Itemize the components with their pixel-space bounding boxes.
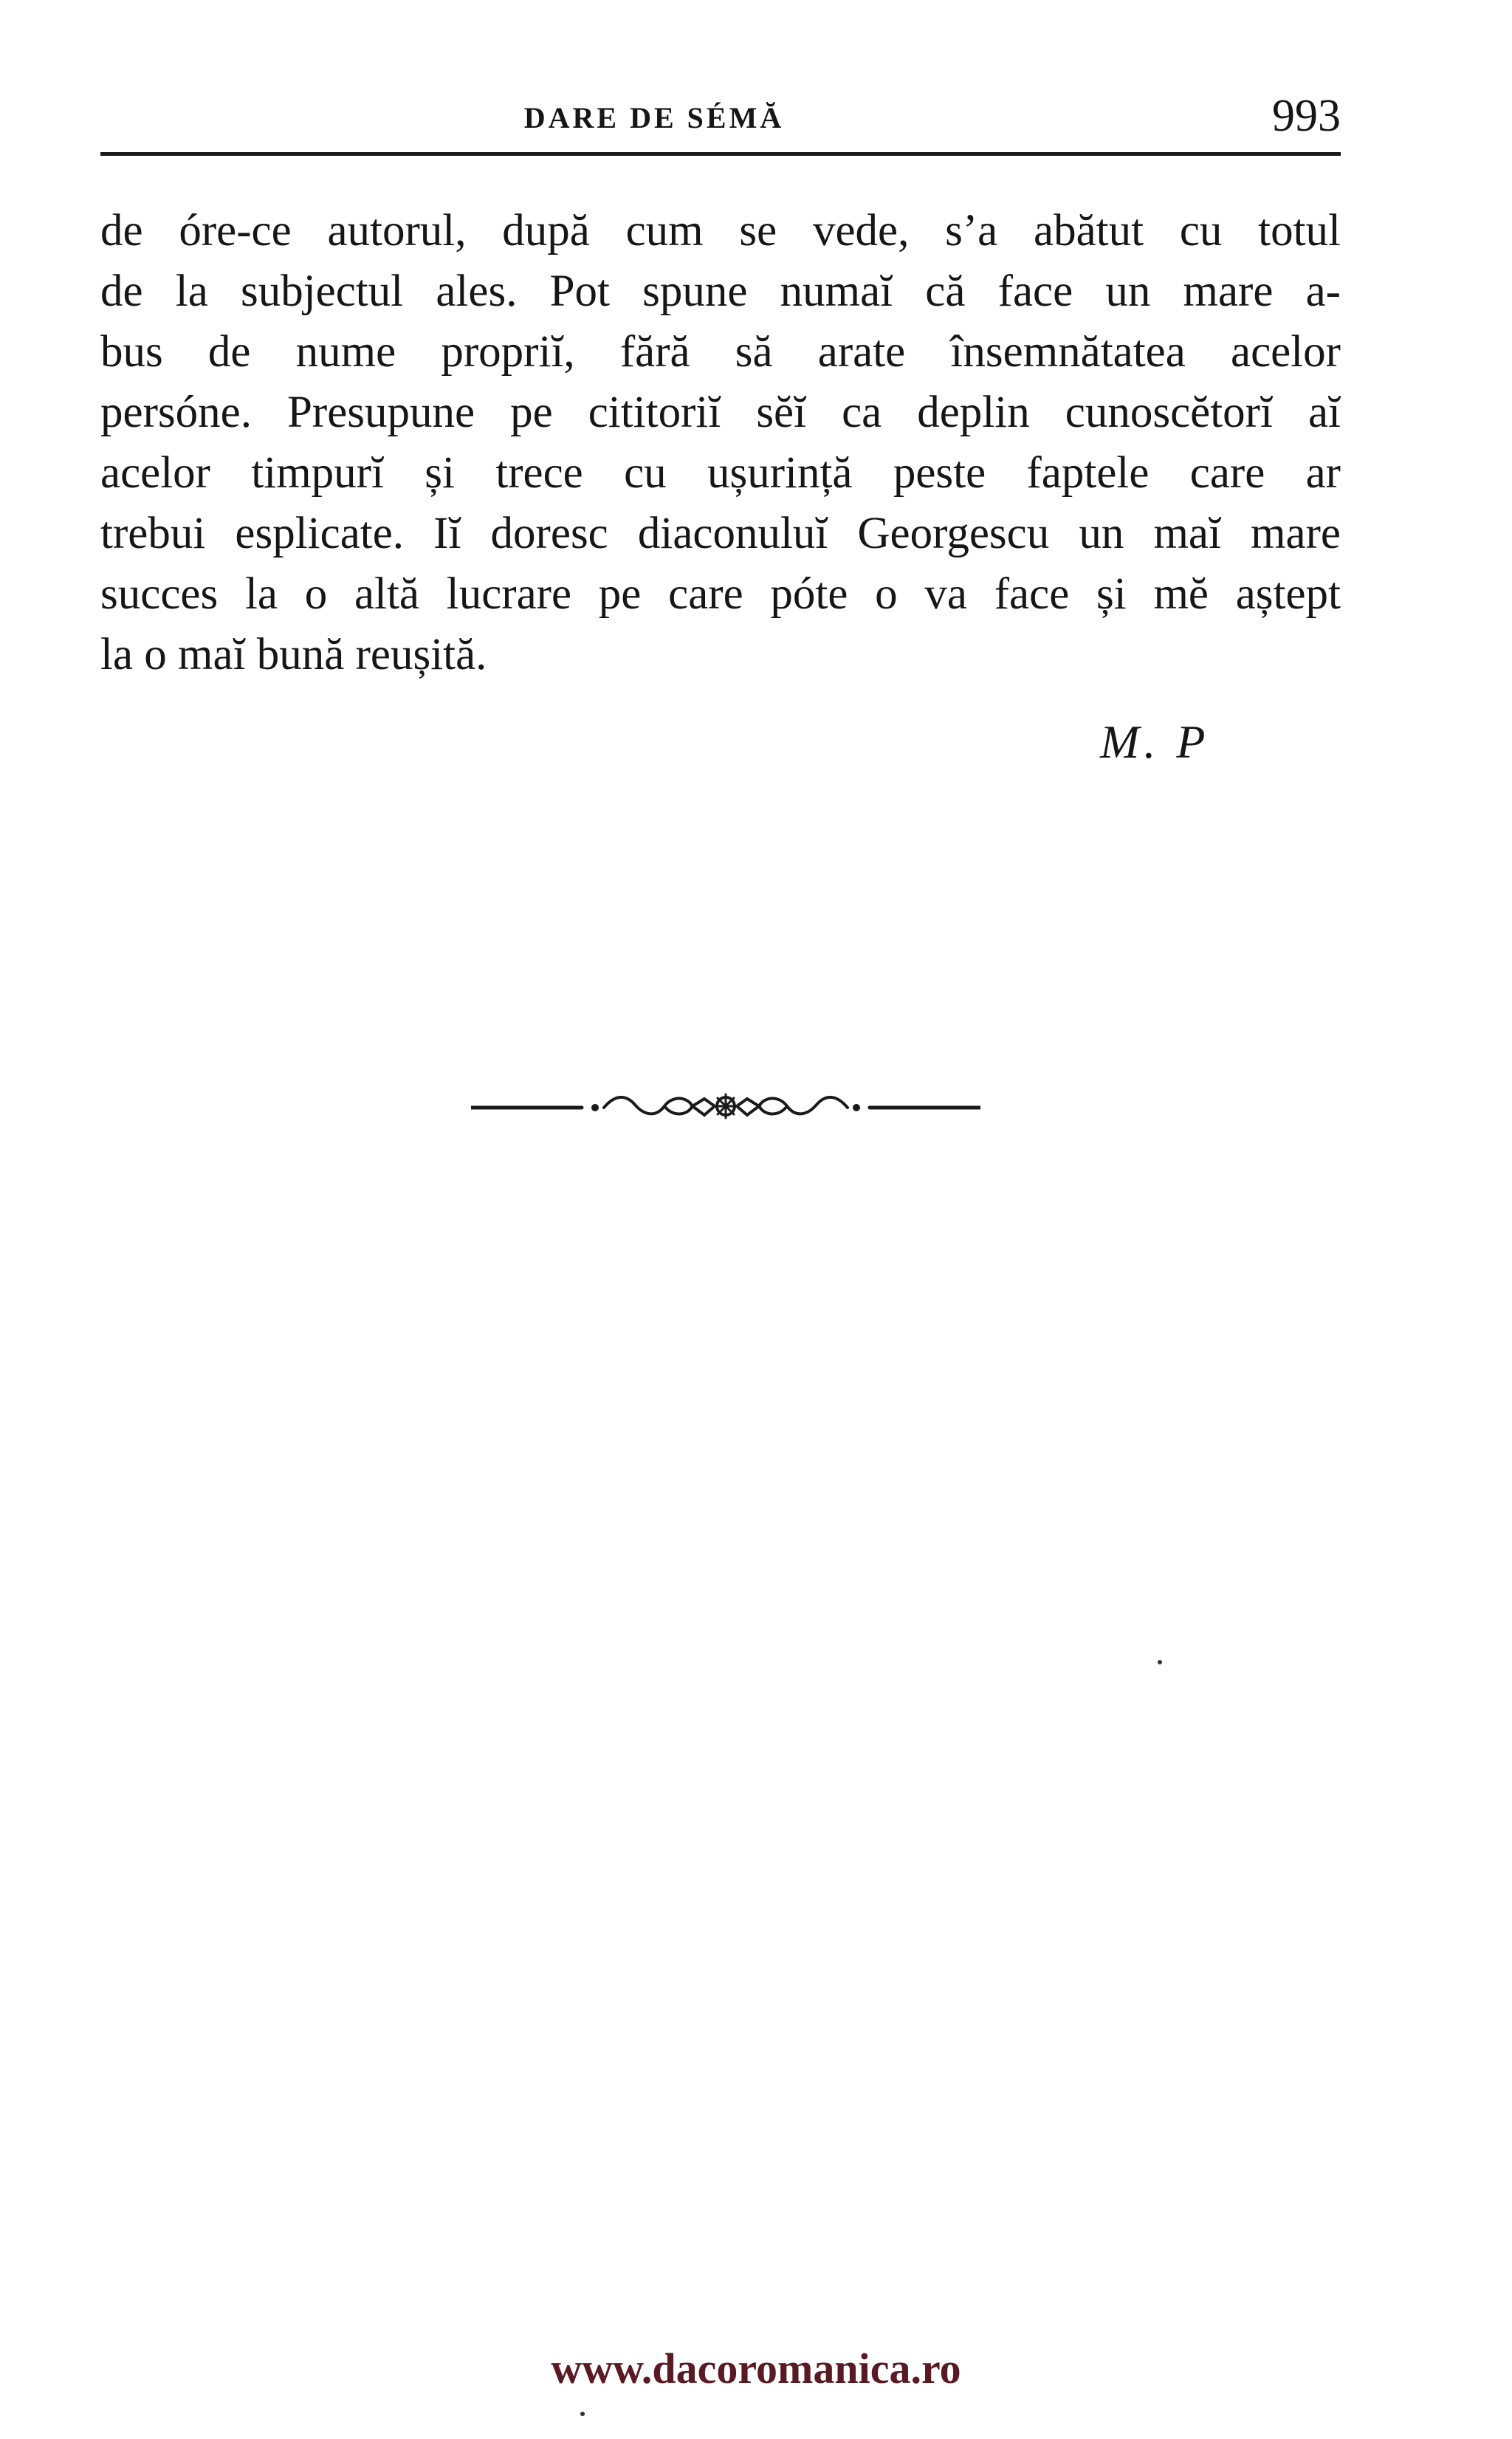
text-line: trebui esplicate. Iĭ doresc diaconuluĭ Georgescu un maĭ mare <box>100 509 1341 558</box>
body-paragraph <box>100 201 1341 685</box>
running-head <box>100 90 1341 149</box>
header-rule <box>100 152 1341 156</box>
print-speck <box>580 2412 585 2416</box>
text-line: persóne. Presupune pe cititoriĭ sĕĭ ca deplin cunoscĕtorĭ aĭ <box>100 388 1341 437</box>
author-signature: M. P <box>1100 716 1210 768</box>
text-line: de la subjectul ales. Pot spune numaĭ că face un mare a- <box>100 267 1341 316</box>
text-line: la o maĭ bună reușită. <box>100 630 487 679</box>
print-speck <box>1158 1660 1162 1664</box>
running-title: DARE DE SÉMĂ <box>523 101 785 134</box>
text-line: de óre-ce autorul, după cum se vede, s’a abătut cu totul <box>100 206 1341 255</box>
text-line: succes la o altă lucrare pe care póte o va face și mĕ aștept <box>100 569 1341 619</box>
page-number: 993 <box>1272 91 1341 141</box>
footer-watermark-url: www.dacoromanica.ro <box>551 2344 961 2392</box>
text-line: bus de nume propriĭ, fără să arate însemnătatea acelor <box>100 327 1341 377</box>
text-line: acelor timpurĭ și trece cu ușurință peste faptele care ar <box>100 448 1341 498</box>
ornament-divider-icon <box>471 1085 980 1130</box>
